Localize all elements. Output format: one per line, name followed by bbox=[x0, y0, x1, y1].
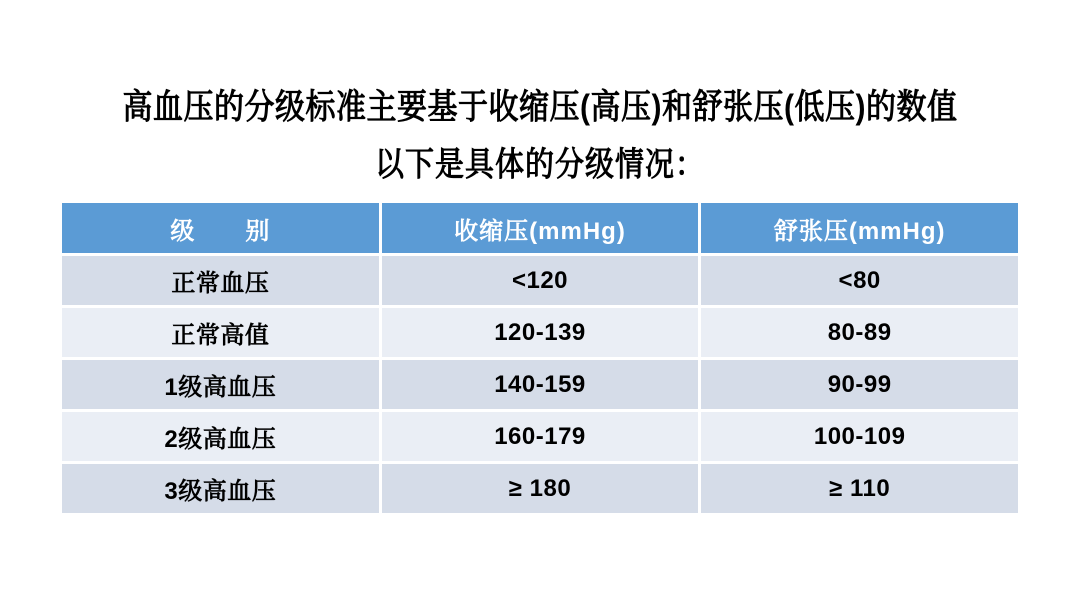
cell-diastolic: 100-109 bbox=[701, 412, 1018, 461]
header-row bbox=[62, 203, 1018, 253]
table-row bbox=[62, 412, 1018, 461]
table-row bbox=[62, 308, 1018, 357]
title-block bbox=[0, 84, 1080, 182]
cell-diastolic: 90-99 bbox=[701, 360, 1018, 409]
table-body bbox=[62, 256, 1018, 513]
header-cell-diastolic: 舒张压(mmHg) bbox=[701, 203, 1018, 253]
cell-systolic: 140-159 bbox=[382, 360, 699, 409]
cell-level: 2级高血压 bbox=[62, 412, 379, 461]
cell-systolic: <120 bbox=[382, 256, 699, 305]
table-row bbox=[62, 256, 1018, 305]
table-header bbox=[62, 203, 1018, 253]
cell-level: 正常血压 bbox=[62, 256, 379, 305]
cell-level: 正常高值 bbox=[62, 308, 379, 357]
bp-classification-table bbox=[59, 200, 1021, 516]
cell-diastolic: ≥ 110 bbox=[701, 464, 1018, 513]
cell-systolic: ≥ 180 bbox=[382, 464, 699, 513]
page-title: 高血压的分级标准主要基于收缩压(高压)和舒张压(低压)的数值 bbox=[122, 88, 958, 127]
cell-diastolic: 80-89 bbox=[701, 308, 1018, 357]
cell-level: 3级高血压 bbox=[62, 464, 379, 513]
bp-table-container bbox=[59, 200, 1021, 516]
cell-diastolic: <80 bbox=[701, 256, 1018, 305]
page-subtitle: 以下是具体的分级情况： bbox=[374, 146, 705, 184]
cell-level: 1级高血压 bbox=[62, 360, 379, 409]
header-cell-level: 级 别 bbox=[62, 203, 379, 253]
cell-systolic: 160-179 bbox=[382, 412, 699, 461]
header-cell-systolic: 收缩压(mmHg) bbox=[382, 203, 699, 253]
table-row bbox=[62, 464, 1018, 513]
table-row bbox=[62, 360, 1018, 409]
cell-systolic: 120-139 bbox=[382, 308, 699, 357]
